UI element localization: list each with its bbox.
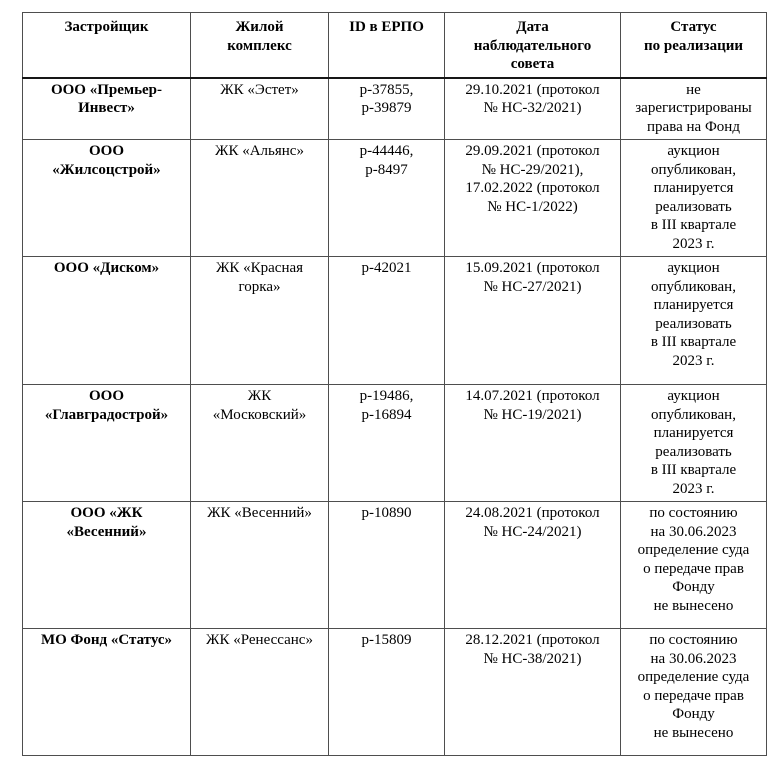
cell-board-date: 28.12.2021 (протокол № НС-38/2021) [445,629,621,756]
column-header-board-date: Дата наблюдательного совета [445,13,621,78]
developers-table [22,12,767,756]
cell-developer: ООО «Премьер- Инвест» [23,78,191,140]
cell-erpo-id: р-10890 [329,502,445,629]
table-row [23,629,767,756]
cell-status: не зарегистрированы права на Фонд [621,78,767,140]
cell-complex: ЖК «Весенний» [191,502,329,629]
cell-board-date: 14.07.2021 (протокол № НС-19/2021) [445,385,621,502]
table-row [23,502,767,629]
column-header-complex: Жилой комплекс [191,13,329,78]
table-row [23,385,767,502]
table-row [23,257,767,385]
cell-status: аукцион опубликован, планируется реализовать в III квартале 2023 г. [621,257,767,385]
cell-developer: ООО «ЖК «Весенний» [23,502,191,629]
column-header-developer: Застройщик [23,13,191,78]
column-header-erpo-id: ID в ЕРПО [329,13,445,78]
cell-erpo-id: р-19486, р-16894 [329,385,445,502]
cell-complex: ЖК «Московский» [191,385,329,502]
cell-board-date: 15.09.2021 (протокол № НС-27/2021) [445,257,621,385]
cell-erpo-id: р-37855, р-39879 [329,78,445,140]
cell-status: аукцион опубликован, планируется реализовать в III квартале 2023 г. [621,385,767,502]
table-header [23,13,767,78]
table-row [23,140,767,257]
column-header-status: Статус по реализации [621,13,767,78]
cell-erpo-id: р-42021 [329,257,445,385]
cell-erpo-id: р-15809 [329,629,445,756]
cell-board-date: 29.10.2021 (протокол № НС-32/2021) [445,78,621,140]
cell-complex: ЖК «Ренессанс» [191,629,329,756]
cell-developer: ООО «Диском» [23,257,191,385]
cell-developer: МО Фонд «Статус» [23,629,191,756]
cell-status: аукцион опубликован, планируется реализовать в III квартале 2023 г. [621,140,767,257]
cell-complex: ЖК «Красная горка» [191,257,329,385]
cell-erpo-id: р-44446, р-8497 [329,140,445,257]
cell-status: по состоянию на 30.06.2023 определение суда о передаче прав Фонду не вынесено [621,629,767,756]
cell-complex: ЖК «Эстет» [191,78,329,140]
cell-status: по состоянию на 30.06.2023 определение суда о передаче прав Фонду не вынесено [621,502,767,629]
cell-developer: ООО «Главградострой» [23,385,191,502]
header-row [23,13,767,78]
table-row [23,78,767,140]
cell-developer: ООО «Жилсоцстрой» [23,140,191,257]
cell-board-date: 29.09.2021 (протокол № НС-29/2021), 17.02.2022 (протокол № НС-1/2022) [445,140,621,257]
cell-board-date: 24.08.2021 (протокол № НС-24/2021) [445,502,621,629]
cell-complex: ЖК «Альянс» [191,140,329,257]
table-body [23,78,767,756]
